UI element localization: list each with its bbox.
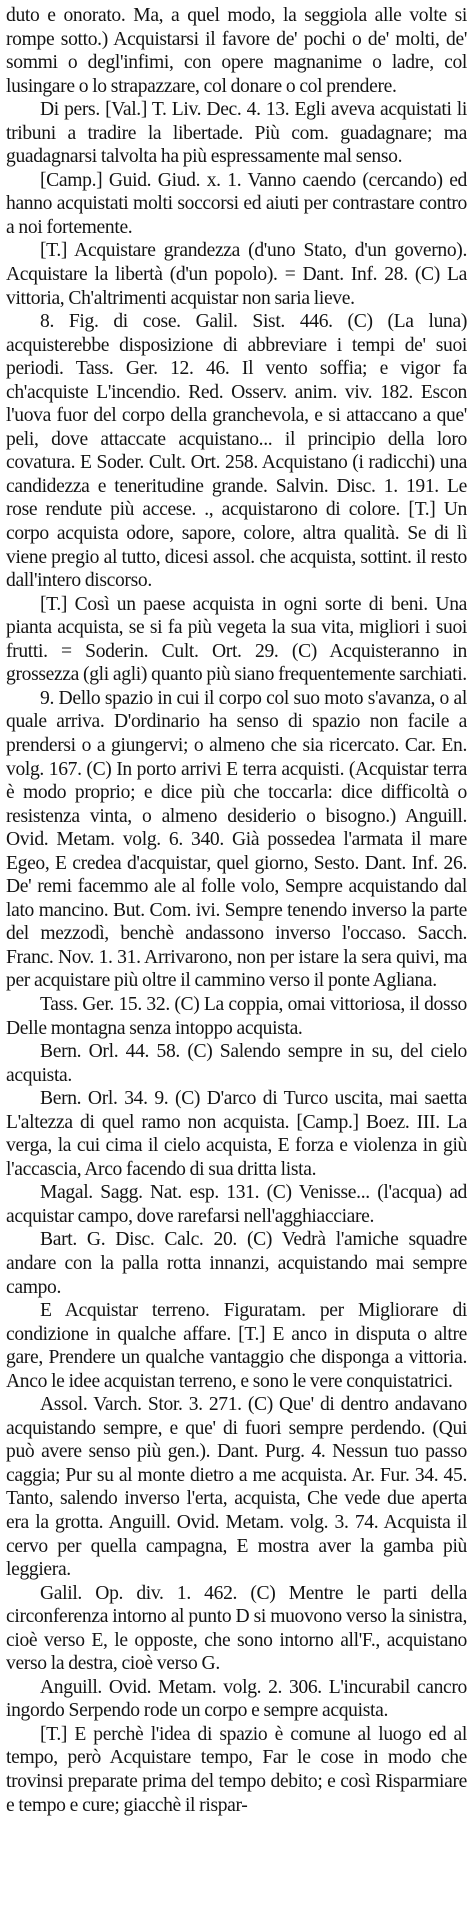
entry-paragraph-camp-guid: [Camp.] Guid. Giud. x. 1. Vanno caendo (cercando) ed hanno acquistati molti soccorsi ed aiuti per contrastare contro a noi fortemente. <box>6 169 467 238</box>
entry-paragraph-di-pers: Di pers. [Val.] T. Liv. Dec. 4. 13. Egli aveva acquistati li tribuni a tradire la libertade. Più com. guadagnare; ma guadagnarsi talvolta ha più espressamente mal senso. <box>6 99 467 168</box>
entry-paragraph-tass-ger: Tass. Ger. 15. 32. (C) La coppia, omai vittoriosa, il dosso Delle montagna senza intoppo acquista. <box>6 993 467 1039</box>
entry-paragraph-anguill: Anguill. Ovid. Metam. volg. 2. 306. L'incurabil cancro ingordo Serpendo rode un corpo e sempre acquista. <box>6 1676 467 1722</box>
entry-paragraph-assol-varch: Assol. Varch. Stor. 3. 271. (C) Que' di dentro andavano acquistando sempre, e que' di fuori sempre perdendo. (Qui può avere senso più gen.). Dant. Purg. 4. Nessun tuo passo caggia; Pur su al monte dietro a me acquista. Ar. Fur. 34. 45. Tanto, salendo inverso l'erta, acquista, Che vede due aperta era la grotta. Anguill. Ovid. Metam. volg. 3. 74. Acquista il cervo per quella campagna, E mostra aver la gamba più leggiera. <box>6 1394 467 1581</box>
entry-paragraph-bern-orl-34: Bern. Orl. 34. 9. (C) D'arco di Turco uscita, mai saetta L'altezza di quel ramo non acquista. [Camp.] Boez. III. La verga, la cui cima il cielo acquista, E forza e violenza in giù l'accascia, Arco facendo di sua dritta lista. <box>6 1088 467 1180</box>
entry-paragraph-galil: Galil. Op. div. 1. 462. (C) Mentre le parti della circonferenza intorno al punto D si muovono verso la sinistra, cioè verso E, le opposte, che sono intorno all'F., acquistano verso la destra, cioè verso G. <box>6 1582 467 1675</box>
entry-paragraph-sense-8: 8. Fig. di cose. Galil. Sist. 446. (C) (La luna) acquisterebbe disposizione di abbreviare i tempi de' suoi periodi. Tass. Ger. 12. 46. Il vento soffia; e vigor fa ch'acquiste L'incendio. Red. Osserv. anim. viv. 182. Escon l'uova fuor del corpo della granchevola, e si attaccano a que' peli, dove attaccate acquistano... il principio della loro covatura. E Soder. Cult. Ort. 258. Acquistano (i radicchi) una candidezza e teneritudine grande. Salvin. Disc. 1. 191. Le rose rendute più accese. ., acquistarono di colore. [T.] Un corpo acquista odore, sapore, colore, altra qualità. Se di lì viene pregio al tutto, dicesi assol. che acquista, sottint. il resto dall'intero discorso. <box>6 311 467 592</box>
entry-paragraph-paese-acquista: [T.] Così un paese acquista in ogni sorte di beni. Una pianta acquista, se si fa più vegeta la sua vita, migliori i suoi frutti. = Soderin. Cult. Ort. 29. (C) Acquisteranno in grossezza (gli agli) quanto più siano frequentemente sarchiati. <box>6 593 467 686</box>
entry-paragraph-bart: Bart. G. Disc. Calc. 20. (C) Vedrà l'amiche squadre andare con la palla rotta innanzi, acquistando mai sempre campo. <box>6 1229 467 1298</box>
entry-paragraph-magal: Magal. Sagg. Nat. esp. 131. (C) Venisse... (l'acqua) ad acquistar campo, dove rarefarsi nell'agghiacciare. <box>6 1182 467 1227</box>
entry-paragraph-bern-orl-44: Bern. Orl. 44. 58. (C) Salendo sempre in su, del cielo acquista. <box>6 1041 467 1086</box>
entry-paragraph-acquistar-terreno: E Acquistar terreno. Figuratam. per Migliorare di condizione in qualche affare. [T.] E anco in disputa o altre gare, Prendere un qualche vantaggio che disponga a vittoria. Anco le idee acquistan terreno, e sono le vere conquistatrici. <box>6 1300 467 1392</box>
entry-paragraph-acquistare-grandezza: [T.] Acquistare grandezza (d'uno Stato, d'un governo). Acquistare la libertà (d'un popolo). = Dant. Inf. 28. (C) La vittoria, Ch'altrimenti acquistar non saria lieve. <box>6 240 467 309</box>
entry-paragraph-continuation: duto e onorato. Ma, a quel modo, la seggiola alle volte si rompe sotto.) Acquistarsi il favore de' pochi o de' molti, de' sommi o degl'infimi, con opere magnanime o ladre, col lusingare o lo strapazzare, col donare o col prendere. <box>6 5 467 97</box>
entry-paragraph-acquistare-tempo: [T.] E perchè l'idea di spazio è comune al luogo ed al tempo, però Acquistare tempo, Far le cose in modo che trovinsi preparate prima del tempo debito; e così Risparmiare e tempo e cure; giacchè il rispar- <box>6 1723 467 1816</box>
entry-paragraph-sense-9: 9. Dello spazio in cui il corpo col suo moto s'avanza, o al quale arriva. D'ordinario ha senso di spazio non facile a prendersi o a giungervi; o almeno che sia ricercato. Car. En. volg. 167. (C) In porto arrivi E terra acquisti. (Acquistar terra è modo proprio; e dice più che toccarla: dice difficoltà o resistenza vinta, o almeno desiderio o bisogno.) Anguill. Ovid. Metam. volg. 6. 340. Già possedea l'armata il mare Egeo, E credea d'acquistar, quel giorno, Sesto. Dant. Inf. 26. De' remi facemmo ale al folle volo, Sempre acquistando dal lato mancino. But. Com. ivi. Sempre tenendo inverso la parte del mezzodì, benchè andassono inverso l'occaso. Sacch. Franc. Nov. 1. 31. Arrivarono, non per istare la sera quivi, ma per acquistare più oltre il cammino verso il ponte Agliana. <box>6 687 467 992</box>
